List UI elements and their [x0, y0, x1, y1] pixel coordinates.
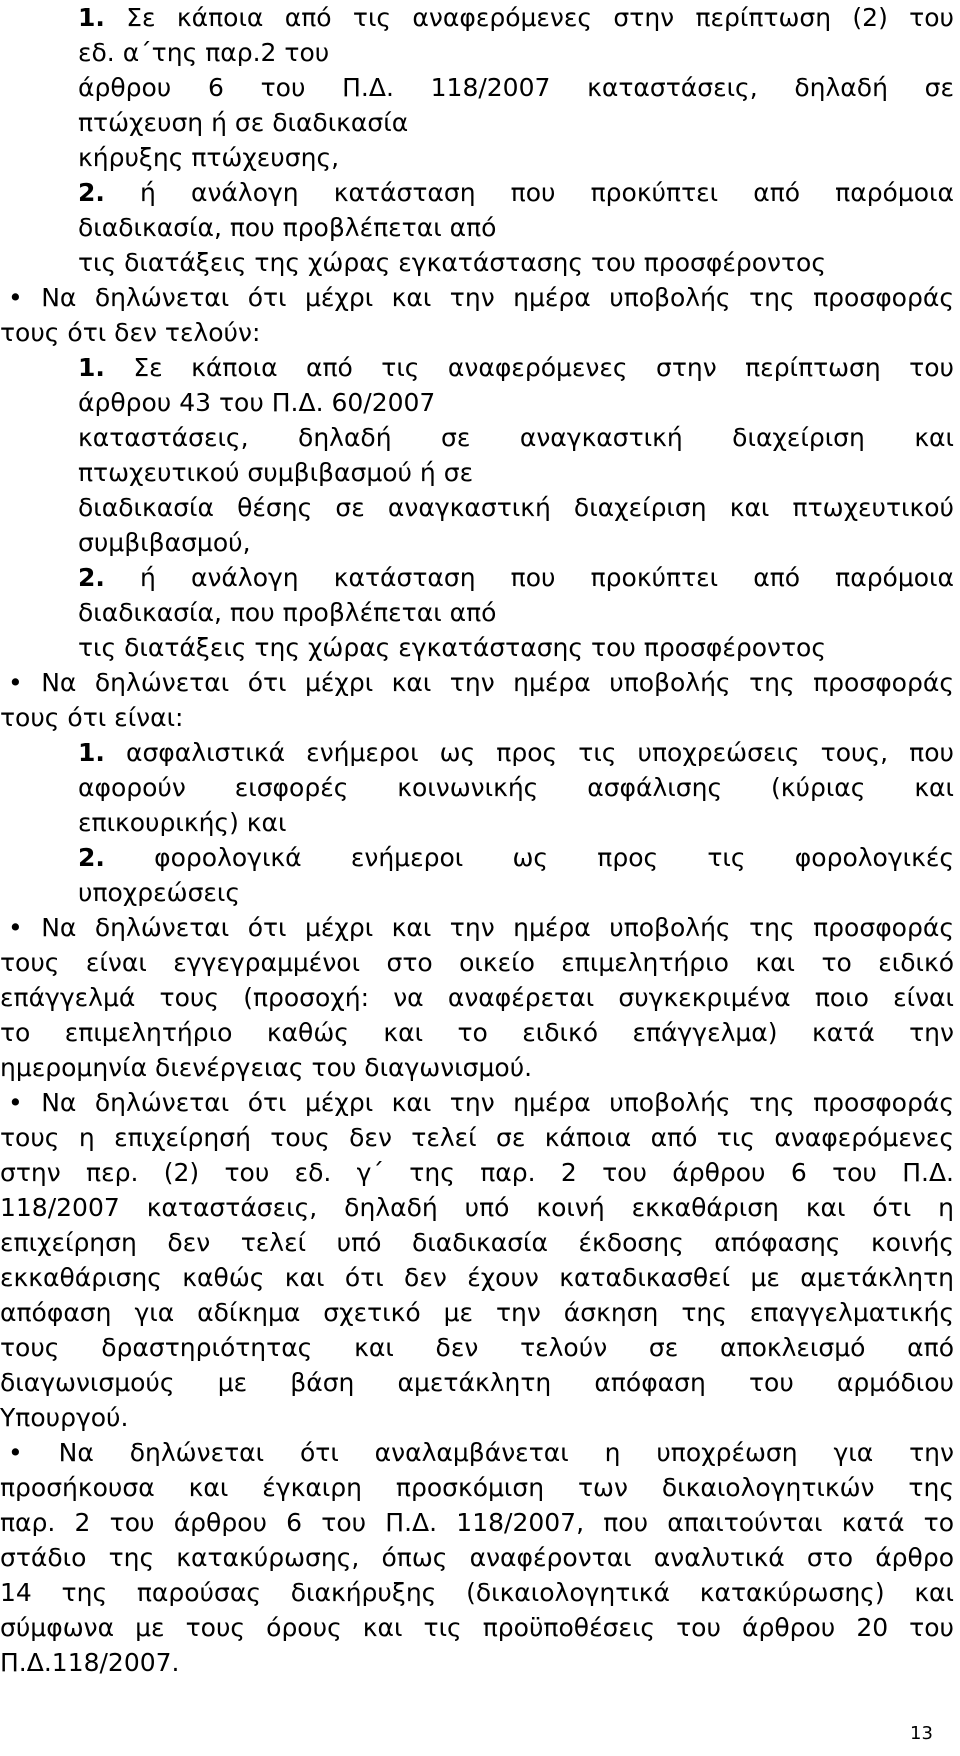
- text-line: εκκαθάρισης καθώς και ότι δεν έχουν καταδικασθεί με αμετάκλητη: [0, 1263, 954, 1292]
- text-line: αφορούν εισφορές κοινωνικής ασφάλισης (κύριας και: [78, 773, 954, 802]
- text-line: 2. ή ανάλογη κατάσταση που προκύπτει από παρόμοια: [78, 563, 954, 592]
- text-line: 1. ασφαλιστικά ενήμεροι ως προς τις υποχρεώσεις τους, που: [78, 738, 954, 767]
- text-line: συμβιβασμού,: [78, 528, 251, 557]
- text-line: προσήκουσα και έγκαιρη προσκόμιση των δικαιολογητικών της: [0, 1473, 954, 1502]
- text-line: διαδικασία, που προβλέπεται από: [78, 213, 497, 242]
- text-line: το επιμελητήριο καθώς και το ειδικό επάγγελμα) κατά την: [0, 1018, 954, 1047]
- bullet-line: • Να δηλώνεται ότι μέχρι και την ημέρα υποβολής της προσφοράς: [8, 668, 954, 697]
- text-line: 118/2007 καταστάσεις, δηλαδή υπό κοινή εκκαθάριση και ότι η: [0, 1193, 954, 1222]
- bullet-line: • Να δηλώνεται ότι αναλαμβάνεται η υποχρέωση για την: [8, 1438, 954, 1467]
- text-line: άρθρου 6 του Π.Δ. 118/2007 καταστάσεις, δηλαδή σε: [78, 73, 954, 102]
- text-line: επάγγελμά τους (προσοχή: να αναφέρεται συγκεκριμένα ποιο είναι: [0, 983, 954, 1012]
- text-line: υποχρεώσεις: [78, 878, 241, 907]
- text-line: καταστάσεις, δηλαδή σε αναγκαστική διαχείριση και: [78, 423, 954, 452]
- text-line: επικουρικής) και: [78, 808, 287, 837]
- text-line: τους ότι είναι:: [0, 703, 184, 732]
- text-line: 1. Σε κάποια από τις αναφερόμενες στην περίπτωση (2) του: [78, 3, 954, 32]
- text-line: τις διατάξεις της χώρας εγκατάστασης του προσφέροντος: [78, 633, 826, 662]
- text-line: διαδικασία, που προβλέπεται από: [78, 598, 497, 627]
- text-line: τους η επιχείρησή τους δεν τελεί σε κάποια από τις αναφερόμενες: [0, 1123, 954, 1152]
- text-line: 2. ή ανάλογη κατάσταση που προκύπτει από παρόμοια: [78, 178, 954, 207]
- text-line: τους ότι δεν τελούν:: [0, 318, 261, 347]
- text-line: στην περ. (2) του εδ. γ΄ της παρ. 2 του άρθρου 6 του Π.Δ.: [0, 1158, 954, 1187]
- text-line: 2. φορολογικά ενήμεροι ως προς τις φορολογικές: [78, 843, 954, 872]
- text-line: απόφαση για αδίκημα σχετικό με την άσκηση της επαγγελματικής: [0, 1298, 954, 1327]
- text-line: 14 της παρούσας διακήρυξης (δικαιολογητικά κατακύρωσης) και: [0, 1578, 954, 1607]
- text-line: πτωχευτικού συμβιβασμού ή σε: [78, 458, 474, 487]
- text-line: ημερομηνία διενέργειας του διαγωνισμού.: [0, 1053, 533, 1082]
- text-line: τους δραστηριότητας και δεν τελούν σε αποκλεισμό από: [0, 1333, 954, 1362]
- text-line: άρθρου 43 του Π.Δ. 60/2007: [78, 388, 436, 417]
- text-line: σύμφωνα με τους όρους και τις προϋποθέσεις του άρθρου 20 του: [0, 1613, 954, 1642]
- text-line: παρ. 2 του άρθρου 6 του Π.Δ. 118/2007, που απαιτούνται κατά το: [0, 1508, 954, 1537]
- text-line: διαγωνισμούς με βάση αμετάκλητη απόφαση του αρμόδιου: [0, 1368, 954, 1397]
- bullet-line: • Να δηλώνεται ότι μέχρι και την ημέρα υποβολής της προσφοράς: [8, 1088, 954, 1117]
- bullet-line: • Να δηλώνεται ότι μέχρι και την ημέρα υποβολής της προσφοράς: [8, 283, 954, 312]
- text-line: στάδιο της κατακύρωσης, όπως αναφέρονται αναλυτικά στο άρθρο: [0, 1543, 954, 1572]
- bullet-line: • Να δηλώνεται ότι μέχρι και την ημέρα υποβολής της προσφοράς: [8, 913, 954, 942]
- text-line: κήρυξης πτώχευσης,: [78, 143, 340, 172]
- text-line: Υπουργού.: [0, 1403, 129, 1432]
- text-line: 1. Σε κάποια από τις αναφερόμενες στην περίπτωση του: [78, 353, 954, 382]
- text-line: πτώχευση ή σε διαδικασία: [78, 108, 409, 137]
- text-line: Π.Δ.118/2007.: [0, 1648, 180, 1677]
- text-line: επιχείρηση δεν τελεί υπό διαδικασία έκδοσης απόφασης κοινής: [0, 1228, 954, 1257]
- page-number: 13: [910, 1723, 933, 1744]
- text-line: τους είναι εγγεγραμμένοι στο οικείο επιμελητήριο και το ειδικό: [0, 948, 954, 977]
- text-line: εδ. α΄της παρ.2 του: [78, 38, 330, 67]
- text-line: διαδικασία θέσης σε αναγκαστική διαχείριση και πτωχευτικού: [78, 493, 954, 522]
- text-line: τις διατάξεις της χώρας εγκατάστασης του προσφέροντος: [78, 248, 826, 277]
